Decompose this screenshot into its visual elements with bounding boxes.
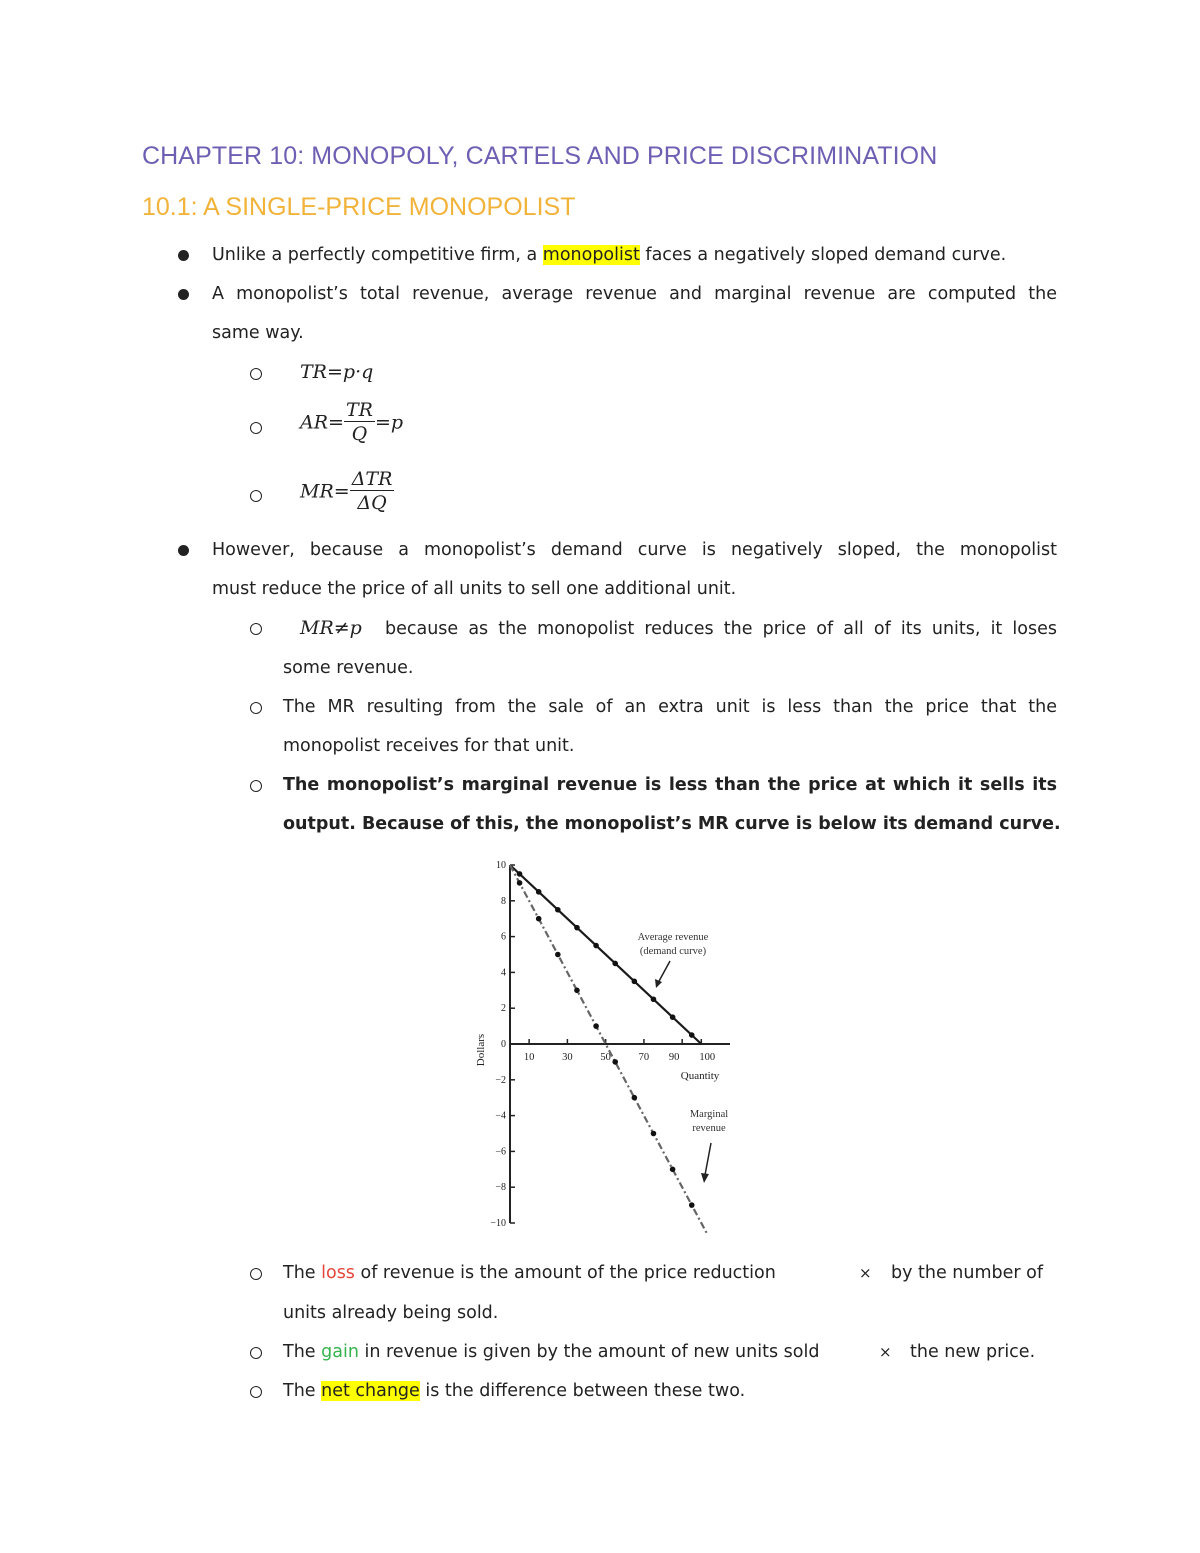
demand-curve-point <box>536 889 542 895</box>
formula-ar: AR= $\frac{TR}{Q}$ =p <box>300 399 404 445</box>
loss-word: loss <box>321 1263 355 1283</box>
gain-word: gain <box>321 1342 359 1362</box>
y-tick-label: 6 <box>501 931 506 943</box>
y-tick-label: −6 <box>495 1146 506 1158</box>
demand-curve-point <box>612 961 618 967</box>
x-axis-label: Quantity <box>680 1070 720 1082</box>
highlight-monopolist: monopolist <box>542 245 640 265</box>
annotation-ar-line-1: Average revenue <box>637 932 709 943</box>
y-tick-label: 4 <box>501 967 506 979</box>
times-sign: × <box>859 1264 872 1282</box>
x-tick-label: 90 <box>668 1052 680 1063</box>
bullet-1-text: Unlike a perfectly competitive firm, a monopolist faces a negatively sloped demand curve. <box>212 245 1007 265</box>
sub-6-line-1: The net change is the difference between these two. <box>283 1381 746 1401</box>
sub-3-line-2: output. Because of this, the monopolist’s MR curve is below its demand curve. <box>283 814 1061 834</box>
demand-curve-point <box>574 925 580 931</box>
marginal-revenue-point <box>517 880 523 886</box>
section-title: 10.1: A SINGLE-PRICE MONOPOLIST <box>142 193 576 221</box>
demand-curve-point <box>593 943 599 949</box>
sub-3-line-1: The monopolist’s marginal revenue is less than the price at which it sells its <box>283 775 1057 795</box>
sub-bullet-circle <box>250 623 262 635</box>
bullet-dot <box>178 289 189 300</box>
annotation-ar-line-2: (demand curve) <box>639 946 707 957</box>
sub-1-line-1: because as the monopolist reduces the price of all of its units, it loses <box>385 619 1057 639</box>
annotation-mr-arrowhead <box>701 1173 709 1183</box>
marginal-revenue-point <box>612 1059 618 1065</box>
bullet-3-line-1: However, because a monopolist’s demand curve is negatively sloped, the monopolist <box>212 540 1057 560</box>
sub-bullet-circle <box>250 368 262 380</box>
bullet-dot <box>178 250 189 261</box>
annotation-mr-line-2: revenue <box>692 1123 726 1134</box>
bullet-2-line-2: same way. <box>212 323 304 343</box>
annotation-ar-arrow <box>658 961 670 983</box>
sub-1-line-2: some revenue. <box>283 658 414 678</box>
revenue-chart <box>460 855 760 1235</box>
bullet-dot <box>178 545 189 556</box>
demand-curve-point <box>689 1032 695 1038</box>
marginal-revenue-point <box>574 988 580 994</box>
bullet-3-line-2: must reduce the price of all units to sell one additional unit. <box>212 579 737 599</box>
demand-curve-point <box>555 907 561 913</box>
sub-bullet-circle <box>250 1268 262 1280</box>
annotation-mr-line-1: Marginal <box>689 1109 729 1120</box>
marginal-revenue-point <box>689 1202 695 1208</box>
y-tick-label: −4 <box>495 1110 506 1122</box>
highlight-net-change: net change <box>321 1381 420 1401</box>
x-tick-label: 10 <box>523 1052 535 1063</box>
y-tick-label: −2 <box>495 1074 506 1086</box>
times-sign: × <box>879 1343 892 1361</box>
y-tick-label: 0 <box>501 1039 506 1050</box>
formula-mr-neq-p: MR≠p <box>300 617 362 639</box>
sub-bullet-circle <box>250 1347 262 1359</box>
chapter-title: CHAPTER 10: MONOPOLY, CARTELS AND PRICE DISCRIMINATION <box>142 142 938 170</box>
bullet-2-line-1: A monopolist’s total revenue, average revenue and marginal revenue are computed the <box>212 284 1057 304</box>
y-tick-label: 10 <box>496 860 506 871</box>
formula-mr: MR= $\frac{\text{ΔTR}}{\Delta Q}$ <box>300 468 393 514</box>
demand-curve-point <box>651 996 657 1002</box>
marginal-revenue-point <box>670 1167 676 1173</box>
marginal-revenue-point <box>632 1095 638 1101</box>
x-tick-label: 30 <box>562 1052 573 1063</box>
y-axis-label: Dollars <box>475 1033 487 1067</box>
x-tick-label: 100 <box>699 1052 716 1063</box>
sub-4-line-1: The loss of revenue is the amount of the price reduction <box>283 1263 776 1283</box>
demand-curve-point <box>670 1014 676 1020</box>
marginal-revenue-line <box>510 865 720 1235</box>
demand-curve-point <box>632 979 638 985</box>
sub-bullet-circle <box>250 422 262 434</box>
x-tick-label: 70 <box>638 1052 650 1063</box>
marginal-revenue-point <box>555 952 561 958</box>
sub-5-line-1: The gain in revenue is given by the amount of new units sold <box>283 1342 820 1362</box>
marginal-revenue-point <box>593 1023 599 1029</box>
sub-bullet-circle <box>250 490 262 502</box>
demand-curve-point <box>517 871 523 877</box>
sub-2-line-2: monopolist receives for that unit. <box>283 736 575 756</box>
y-tick-label: −10 <box>490 1218 506 1229</box>
sub-bullet-circle <box>250 780 262 792</box>
y-tick-label: 8 <box>501 895 506 907</box>
sub-4-tail: by the number of <box>891 1263 1044 1283</box>
y-tick-label: −8 <box>495 1182 506 1194</box>
marginal-revenue-point <box>651 1131 657 1137</box>
sub-bullet-circle <box>250 702 262 714</box>
x-tick-label: 50 <box>600 1052 611 1063</box>
formula-tr: TR=p·q <box>300 361 374 383</box>
y-tick-label: 2 <box>501 1003 506 1015</box>
annotation-mr-arrow <box>705 1143 711 1175</box>
sub-5-tail: the new price. <box>910 1342 1036 1362</box>
marginal-revenue-point <box>536 916 542 922</box>
sub-2-line-1: The MR resulting from the sale of an extra unit is less than the price that the <box>283 697 1057 717</box>
sub-bullet-circle <box>250 1386 262 1398</box>
annotation-ar-arrowhead <box>655 979 662 988</box>
sub-4-line-2: units already being sold. <box>283 1303 499 1323</box>
